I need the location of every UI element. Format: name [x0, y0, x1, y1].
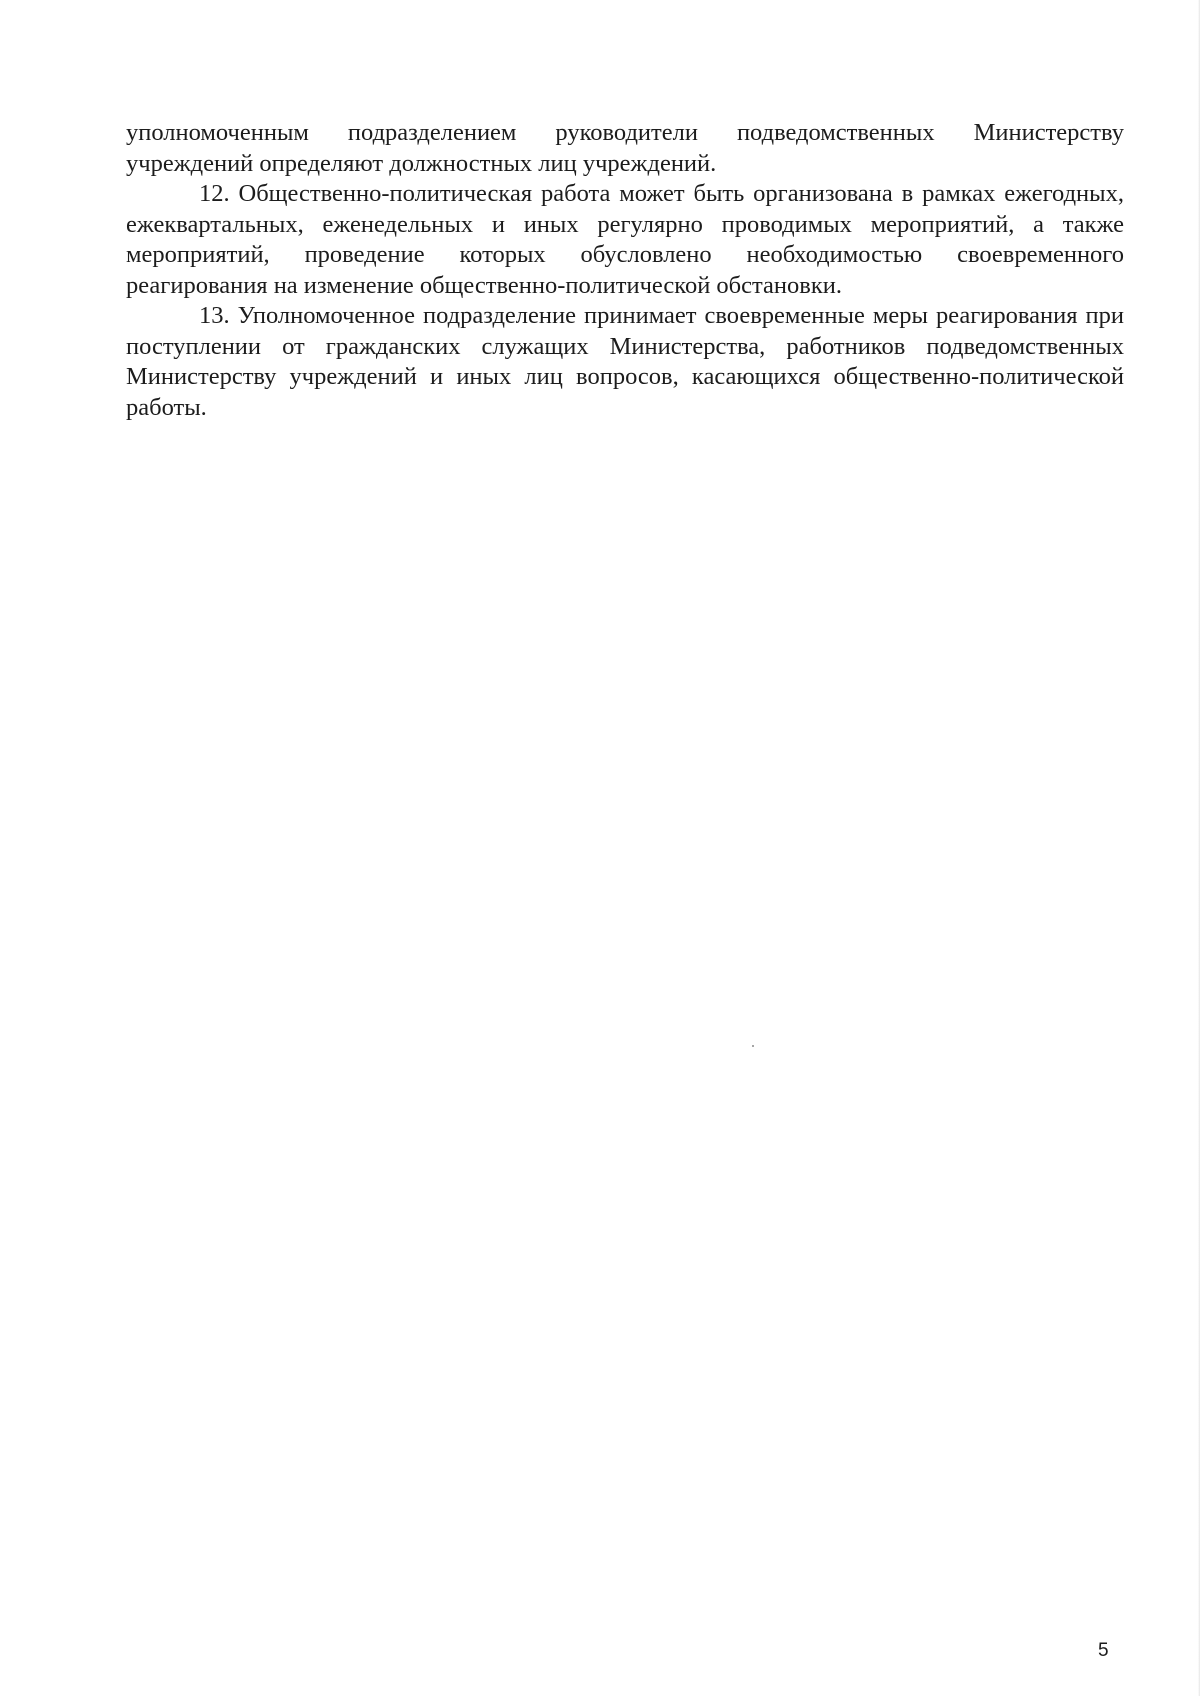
paragraph-number: 13. [199, 302, 230, 329]
paragraph-text: Общественно-политическая работа может быть организована в рамках ежегодных, ежеквартальных, еженедельных и иных регулярно проводимых мероприятий, а также мероприятий, проведение которых обусловлено необходимостью своевременного реагирования на изменение общественно-политической обстановки. [126, 180, 1124, 299]
paragraph-text: уполномоченным подразделением руководители подведомственных Министерству учреждений определяют должностных лиц учреждений. [126, 119, 1124, 177]
paragraph-text: Уполномоченное подразделение принимает своевременные меры реагирования при поступлении от гражданских служащих Министерства, работников подведомственных Министерству учреждений и иных лиц вопросов, касающихся общественно-политической работы. [126, 302, 1124, 421]
document-body [126, 118, 1124, 423]
paragraph-number: 12. [199, 180, 230, 207]
scan-speck [752, 1045, 754, 1047]
paragraph-13 [126, 301, 1124, 423]
paragraph-continuation [126, 118, 1124, 179]
page-number: 5 [1098, 1640, 1109, 1661]
paragraph-12 [126, 179, 1124, 301]
